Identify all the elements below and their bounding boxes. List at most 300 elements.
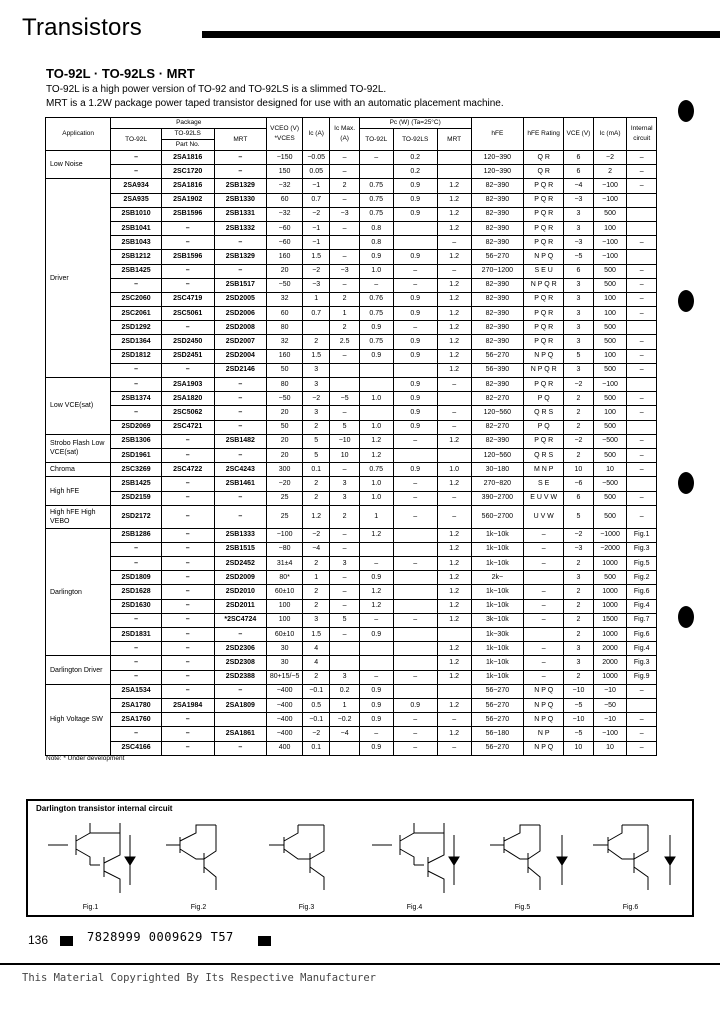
vceo-cell: −32	[267, 207, 303, 221]
pc-to92ls-cell	[393, 542, 437, 556]
mrt-part-cell: –	[214, 491, 267, 505]
ic-max-cell: 2	[330, 179, 359, 193]
vce-cell: 2	[564, 585, 593, 599]
to92l-part-cell: 2SD1961	[111, 448, 162, 462]
hfe-cell: 120~560	[471, 448, 524, 462]
hfe-rating-cell: N P Q	[524, 713, 564, 727]
vce-cell: 3	[564, 207, 593, 221]
ic-max-cell: −4	[330, 727, 359, 741]
to92ls-part-cell: 2SD2451	[161, 349, 214, 363]
mrt-part-cell: –	[214, 684, 267, 698]
circuit-cell: –	[627, 463, 657, 477]
ic-max-cell: 0.2	[330, 684, 359, 698]
mrt-part-cell: 2SD2308	[214, 656, 267, 670]
pc-to92l-cell: 1.0	[359, 420, 393, 434]
col-pc-mrt: MRT	[437, 129, 471, 151]
circuit-cell: –	[627, 278, 657, 292]
darlington-schematic-icon	[38, 815, 143, 900]
hfe-cell: 270~820	[471, 477, 524, 491]
ic-ma-cell: −100	[593, 236, 627, 250]
table-row	[46, 585, 657, 599]
hfe-cell: 82~390	[471, 292, 524, 306]
pc-mrt-cell	[437, 684, 471, 698]
table-row	[46, 656, 657, 670]
table-row	[46, 713, 657, 727]
pc-to92ls-cell	[393, 656, 437, 670]
mrt-part-cell: 2SD2005	[214, 292, 267, 306]
pc-to92l-cell: 0.9	[359, 684, 393, 698]
ic-max-cell: –	[330, 463, 359, 477]
hfe-rating-cell: P Q R	[524, 221, 564, 235]
ic-max-cell: 1	[330, 698, 359, 712]
ic-cell: −2	[303, 392, 330, 406]
ic-cell: 2	[303, 477, 330, 491]
to92ls-part-cell: –	[161, 684, 214, 698]
circuit-cell: –	[627, 406, 657, 420]
application-cell: High hFE High VEBO	[46, 505, 111, 528]
ic-max-cell	[330, 363, 359, 377]
to92l-part-cell: 2SB1286	[111, 528, 162, 542]
circuit-cell: –	[627, 448, 657, 462]
circuit-cell: –	[627, 349, 657, 363]
to92ls-part-cell: –	[161, 491, 214, 505]
table-note: Note: * Under development	[46, 755, 125, 762]
mrt-part-cell: 2SC4243	[214, 463, 267, 477]
vceo-cell: −400	[267, 727, 303, 741]
table-row	[46, 571, 657, 585]
hfe-rating-cell: P Q R	[524, 193, 564, 207]
vce-cell: −3	[564, 236, 593, 250]
ic-max-cell: 2.5	[330, 335, 359, 349]
pc-to92ls-cell: 0.9	[393, 335, 437, 349]
vceo-cell: −400	[267, 698, 303, 712]
pc-mrt-cell: 1.2	[437, 250, 471, 264]
mrt-part-cell: –	[214, 378, 267, 392]
ic-max-cell: 1	[330, 307, 359, 321]
ic-ma-cell: 500	[593, 264, 627, 278]
hfe-cell: 560~2700	[471, 505, 524, 528]
to92l-part-cell: 2SA934	[111, 179, 162, 193]
col-circuit: Internal circuit	[627, 118, 657, 151]
mrt-part-cell: –	[214, 448, 267, 462]
hfe-rating-cell: U V W	[524, 505, 564, 528]
ic-cell: −2	[303, 727, 330, 741]
circuit-cell: Fig.2	[627, 571, 657, 585]
pc-mrt-cell	[437, 165, 471, 179]
to92ls-part-cell: 2SA1903	[161, 378, 214, 392]
to92ls-part-cell: –	[161, 542, 214, 556]
ic-ma-cell: 500	[593, 571, 627, 585]
to92ls-part-cell: 2SC4721	[161, 420, 214, 434]
ic-cell: 1.5	[303, 628, 330, 642]
to92ls-part-cell: 2SC4719	[161, 292, 214, 306]
hfe-cell: 82~390	[471, 335, 524, 349]
pc-to92l-cell	[359, 378, 393, 392]
to92l-part-cell: –	[111, 613, 162, 627]
vce-cell: −5	[564, 250, 593, 264]
mrt-part-cell: –	[214, 151, 267, 165]
circuit-cell	[627, 420, 657, 434]
hfe-rating-cell: P Q R	[524, 307, 564, 321]
circuit-figure	[578, 815, 683, 913]
ic-ma-cell: 1000	[593, 599, 627, 613]
ic-ma-cell: −100	[593, 250, 627, 264]
pc-to92ls-cell	[393, 642, 437, 656]
circuit-cell: Fig.9	[627, 670, 657, 684]
vce-cell: 3	[564, 221, 593, 235]
table-row	[46, 628, 657, 642]
ic-ma-cell: 2000	[593, 656, 627, 670]
table-row	[46, 698, 657, 712]
pc-to92l-cell: 0.9	[359, 321, 393, 335]
table-row	[46, 392, 657, 406]
ic-ma-cell: 500	[593, 363, 627, 377]
ic-max-cell: –	[330, 221, 359, 235]
to92l-part-cell: 2SC2060	[111, 292, 162, 306]
ic-max-cell: –	[330, 193, 359, 207]
vce-cell: −2	[564, 528, 593, 542]
vce-cell: 5	[564, 505, 593, 528]
to92l-part-cell: 2SC4166	[111, 741, 162, 755]
hfe-cell: 1k~10k	[471, 599, 524, 613]
vceo-cell: 400	[267, 741, 303, 755]
punch-hole	[678, 100, 694, 122]
pc-to92l-cell: –	[359, 670, 393, 684]
mrt-part-cell: 2SD2009	[214, 571, 267, 585]
ic-ma-cell: 1500	[593, 613, 627, 627]
hfe-rating-cell: –	[524, 599, 564, 613]
vce-cell: 3	[564, 321, 593, 335]
pc-to92l-cell: 0.9	[359, 628, 393, 642]
hfe-cell: 82~390	[471, 193, 524, 207]
mrt-part-cell: 2SB1329	[214, 250, 267, 264]
ic-max-cell	[330, 741, 359, 755]
hfe-rating-cell: N P Q R	[524, 278, 564, 292]
circuit-cell: Fig.4	[627, 642, 657, 656]
vce-cell: 3	[564, 292, 593, 306]
pc-to92ls-cell: 0.9	[393, 250, 437, 264]
hfe-cell: 82~390	[471, 434, 524, 448]
ic-max-cell: –	[330, 278, 359, 292]
vceo-cell: −400	[267, 713, 303, 727]
col-pc-to92l: TO-92L	[359, 129, 393, 151]
vce-cell: −6	[564, 477, 593, 491]
ic-ma-cell: −2	[593, 151, 627, 165]
vce-cell: 2	[564, 628, 593, 642]
vce-cell: −2	[564, 378, 593, 392]
ic-max-cell: 10	[330, 448, 359, 462]
pc-to92ls-cell	[393, 599, 437, 613]
vce-cell: −3	[564, 542, 593, 556]
pc-to92l-cell: 0.9	[359, 713, 393, 727]
pc-to92ls-cell: 0.9	[393, 463, 437, 477]
ic-cell: −0.1	[303, 684, 330, 698]
ic-cell: 5	[303, 434, 330, 448]
to92l-part-cell: 2SD1831	[111, 628, 162, 642]
to92l-part-cell: 2SB1041	[111, 221, 162, 235]
ic-ma-cell: 1000	[593, 557, 627, 571]
pc-to92ls-cell: –	[393, 557, 437, 571]
table-row	[46, 250, 657, 264]
vceo-cell: 60	[267, 307, 303, 321]
circuit-cell: Fig.6	[627, 585, 657, 599]
circuit-cell: –	[627, 236, 657, 250]
to92l-part-cell: 2SD1630	[111, 599, 162, 613]
hfe-cell: 56~180	[471, 727, 524, 741]
vce-cell: −2	[564, 434, 593, 448]
pc-mrt-cell: 1.2	[437, 307, 471, 321]
pc-to92l-cell: 0.9	[359, 741, 393, 755]
table-row	[46, 335, 657, 349]
hfe-cell: 82~390	[471, 179, 524, 193]
pc-mrt-cell: 1.2	[437, 727, 471, 741]
to92ls-part-cell: –	[161, 628, 214, 642]
pc-to92ls-cell: –	[393, 727, 437, 741]
ic-cell: 3	[303, 378, 330, 392]
table-row	[46, 363, 657, 377]
pc-mrt-cell: –	[437, 741, 471, 755]
pc-to92l-cell: 1.2	[359, 434, 393, 448]
hfe-rating-cell: –	[524, 670, 564, 684]
to92l-part-cell: –	[111, 727, 162, 741]
hfe-rating-cell: S E U	[524, 264, 564, 278]
hfe-rating-cell: P Q R	[524, 335, 564, 349]
pc-to92ls-cell: 0.9	[393, 698, 437, 712]
ic-cell: 0.7	[303, 307, 330, 321]
to92ls-part-cell: –	[161, 599, 214, 613]
pc-to92l-cell: 1.2	[359, 528, 393, 542]
ic-ma-cell: 2	[593, 165, 627, 179]
table-row	[46, 557, 657, 571]
copyright-notice: This Material Copyrighted By Its Respective Manufacturer	[22, 972, 377, 984]
hfe-rating-cell: –	[524, 585, 564, 599]
ic-cell: 2	[303, 420, 330, 434]
table-row	[46, 670, 657, 684]
ic-cell: 2	[303, 557, 330, 571]
pc-mrt-cell: 1.2	[437, 179, 471, 193]
ic-cell: 1.5	[303, 349, 330, 363]
application-cell: High Voltage SW	[46, 684, 111, 755]
to92l-part-cell: 2SB1425	[111, 477, 162, 491]
to92ls-part-cell: –	[161, 321, 214, 335]
pc-to92l-cell: 1.0	[359, 491, 393, 505]
pc-to92l-cell: –	[359, 727, 393, 741]
pc-mrt-cell: 1.2	[437, 477, 471, 491]
application-cell: High hFE	[46, 477, 111, 505]
hfe-rating-cell: Q R S	[524, 406, 564, 420]
intro-line-1: TO-92L is a high power version of TO-92 and TO-92LS is a slimmed TO-92L.	[46, 84, 387, 95]
hfe-cell: 82~390	[471, 278, 524, 292]
circuit-cell: –	[627, 684, 657, 698]
mrt-part-cell: –	[214, 236, 267, 250]
ic-cell: 1.2	[303, 505, 330, 528]
table-row	[46, 505, 657, 528]
vceo-cell: 30	[267, 656, 303, 670]
pc-to92l-cell	[359, 642, 393, 656]
pc-to92l-cell: –	[359, 557, 393, 571]
ic-max-cell: –	[330, 628, 359, 642]
pc-mrt-cell: 1.2	[437, 557, 471, 571]
table-row	[46, 406, 657, 420]
to92l-part-cell: –	[111, 670, 162, 684]
vceo-cell: −60	[267, 236, 303, 250]
pc-to92l-cell: –	[359, 278, 393, 292]
application-cell: Low VCE(sat)	[46, 378, 111, 435]
circuit-cell: –	[627, 165, 657, 179]
vceo-cell: −100	[267, 528, 303, 542]
hfe-rating-cell: P Q	[524, 420, 564, 434]
pc-to92ls-cell: –	[393, 278, 437, 292]
mrt-part-cell: 2SB1330	[214, 193, 267, 207]
pc-mrt-cell: 1.0	[437, 463, 471, 477]
vce-cell: 2	[564, 448, 593, 462]
vceo-cell: 160	[267, 250, 303, 264]
hfe-cell: 270~1200	[471, 264, 524, 278]
ic-ma-cell: 500	[593, 335, 627, 349]
pc-mrt-cell: 1.2	[437, 349, 471, 363]
mrt-part-cell: 2SD2010	[214, 585, 267, 599]
ic-max-cell	[330, 236, 359, 250]
ic-cell: 0.1	[303, 463, 330, 477]
hfe-rating-cell: P Q R	[524, 179, 564, 193]
vceo-cell: 100	[267, 599, 303, 613]
pc-to92ls-cell	[393, 628, 437, 642]
to92l-part-cell: 2SC2061	[111, 307, 162, 321]
vceo-cell: 50	[267, 363, 303, 377]
ic-max-cell: 3	[330, 477, 359, 491]
pc-mrt-cell: 1.2	[437, 434, 471, 448]
hfe-cell: 82~270	[471, 420, 524, 434]
hfe-rating-cell: Q R	[524, 151, 564, 165]
table-row	[46, 179, 657, 193]
vce-cell: −3	[564, 193, 593, 207]
to92ls-part-cell: –	[161, 656, 214, 670]
pc-to92l-cell: 1	[359, 505, 393, 528]
to92ls-part-cell: –	[161, 278, 214, 292]
ic-max-cell	[330, 642, 359, 656]
ic-max-cell: −3	[330, 207, 359, 221]
vceo-cell: 80+15/−5	[267, 670, 303, 684]
pc-to92ls-cell	[393, 221, 437, 235]
transistor-spec-table	[45, 117, 657, 756]
hfe-cell: 82~390	[471, 321, 524, 335]
vce-cell: 10	[564, 741, 593, 755]
ic-cell: −2	[303, 264, 330, 278]
vceo-cell: −50	[267, 392, 303, 406]
circuit-figure	[38, 815, 143, 913]
application-cell: Darlington	[46, 528, 111, 656]
ic-max-cell: –	[330, 571, 359, 585]
table-row	[46, 491, 657, 505]
to92ls-part-cell: –	[161, 434, 214, 448]
mrt-part-cell: 2SB1461	[214, 477, 267, 491]
to92l-part-cell: 2SD1812	[111, 349, 162, 363]
to92l-part-cell: 2SB1212	[111, 250, 162, 264]
ic-cell: −4	[303, 542, 330, 556]
ic-max-cell: 2	[330, 505, 359, 528]
hfe-cell: 120~390	[471, 165, 524, 179]
pc-to92ls-cell	[393, 363, 437, 377]
vceo-cell: 60±10	[267, 585, 303, 599]
to92ls-part-cell: –	[161, 727, 214, 741]
ic-cell: 0.1	[303, 741, 330, 755]
col-ic-max: Ic Max. (A)	[330, 118, 359, 151]
ic-cell: 3	[303, 613, 330, 627]
table-row	[46, 307, 657, 321]
hfe-rating-cell: N P Q	[524, 349, 564, 363]
pc-to92l-cell: 1.0	[359, 392, 393, 406]
pc-to92ls-cell: 0.9	[393, 179, 437, 193]
vce-cell: 2	[564, 557, 593, 571]
pc-to92ls-cell: –	[393, 741, 437, 755]
ic-ma-cell: 10	[593, 741, 627, 755]
vce-cell: 3	[564, 278, 593, 292]
mrt-part-cell: 2SB1517	[214, 278, 267, 292]
ic-max-cell: –	[330, 250, 359, 264]
pc-mrt-cell: 1.2	[437, 599, 471, 613]
circuit-cell	[627, 698, 657, 712]
ic-cell: 2	[303, 585, 330, 599]
hfe-cell: 1k~10k	[471, 642, 524, 656]
ic-ma-cell: −10	[593, 713, 627, 727]
intro-line-2: MRT is a 1.2W package power taped transistor designed for use with an automatic placement machine.	[46, 98, 504, 109]
circuit-figure	[254, 815, 359, 913]
to92l-part-cell: 2SD1628	[111, 585, 162, 599]
vce-cell: 6	[564, 491, 593, 505]
circuit-cell: –	[627, 741, 657, 755]
hfe-cell: 82~390	[471, 307, 524, 321]
pc-to92l-cell: 1.2	[359, 585, 393, 599]
ic-max-cell: –	[330, 406, 359, 420]
pc-mrt-cell	[437, 151, 471, 165]
table-row	[46, 236, 657, 250]
ic-cell: 3	[303, 406, 330, 420]
ic-max-cell: –	[330, 585, 359, 599]
vceo-cell: 20	[267, 434, 303, 448]
pc-mrt-cell: 1.2	[437, 528, 471, 542]
mrt-part-cell: 2SB1331	[214, 207, 267, 221]
hfe-rating-cell: N P Q	[524, 698, 564, 712]
ic-ma-cell: −500	[593, 477, 627, 491]
mrt-part-cell: *2SC4724	[214, 613, 267, 627]
pc-mrt-cell: –	[437, 491, 471, 505]
ic-cell: 1	[303, 571, 330, 585]
pc-to92l-cell: 0.75	[359, 463, 393, 477]
vceo-cell: −150	[267, 151, 303, 165]
table-row	[46, 448, 657, 462]
to92l-part-cell: 2SB1374	[111, 392, 162, 406]
pc-to92l-cell	[359, 165, 393, 179]
ic-max-cell: −10	[330, 434, 359, 448]
to92l-part-cell: –	[111, 642, 162, 656]
ic-cell: 1	[303, 292, 330, 306]
pc-to92l-cell	[359, 542, 393, 556]
to92l-part-cell: 2SC3269	[111, 463, 162, 477]
ic-max-cell: –	[330, 165, 359, 179]
ic-ma-cell: −10	[593, 684, 627, 698]
vce-cell: −5	[564, 698, 593, 712]
vce-cell: 2	[564, 599, 593, 613]
darlington-schematic-icon	[254, 815, 359, 900]
pc-mrt-cell: –	[437, 378, 471, 392]
col-application: Application	[46, 118, 111, 151]
table-row	[46, 684, 657, 698]
to92ls-part-cell: –	[161, 264, 214, 278]
pc-to92l-cell: 0.9	[359, 698, 393, 712]
pc-to92l-cell: 0.75	[359, 307, 393, 321]
table-row	[46, 420, 657, 434]
hfe-cell: 56~270	[471, 684, 524, 698]
